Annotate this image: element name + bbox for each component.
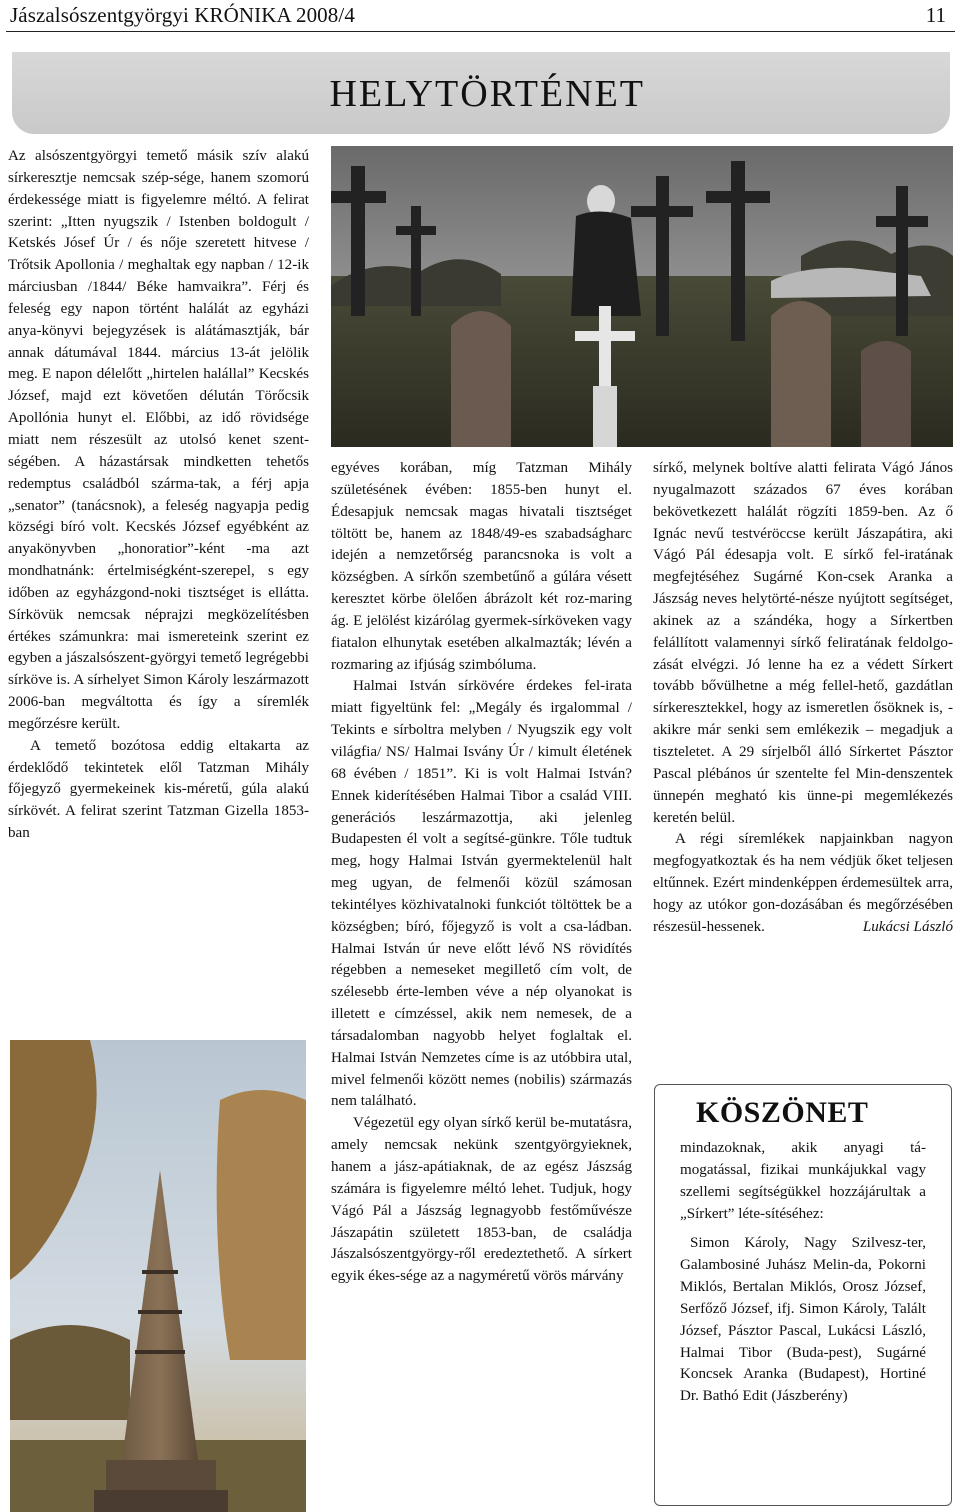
thanks-title: KÖSZÖNET	[696, 1096, 869, 1129]
article-paragraph: sírkő, melynek boltíve alatti felirata Vágó János nyugalmazott százados 67 éves korában bekövetkezett halálát rögzíti 1859-ben. Az ő Ignác nevű testvéröccse került Jászapátira, aki Vágó Pál édesapja volt. E sírkő fel-iratának megfejtéséhez Sugárné Kon-csek Aranka a Jászság neves helytörté-nésze nyújtott segítséget, akinek az a szándéka, hogy a Sírkertben felállított valamennyi sírkő feliratának feldolgo-zását elvégzi. Jó lenne ha ez a védett Sírkert tovább bővülhetne a még fellel-hető, gazdátlan sírkeresztekkel, hogy az ismeretlen ősöknek is, - akikre már senki sem emlékezik – megadjuk a tiszteletet. A 29 sírjelből álló Sírkertet Pásztor Pascal plébános úr szentelte fel Min-denszentek ünnepén megható kis ünne-pi megemlékezés keretén belül.	[653, 460, 953, 826]
thanks-content	[680, 1138, 926, 1408]
article-paragraph: egyéves korában, míg Tatzman Mihály születésének évében: 1855-ben hunyt el. Édesapjuk nemcsak magas hivatali tisztséget töltött be, hanem az 1848/49-es szabadságharc idején a nemzetőrség parancsnoka is volt a községben. A sírkőn szembetűnő a gúlára vésett keresztet körbe ölelően ábrázolt két roz-maring ág. E jelölést kizárólag gyermek-sírköveken vagy fiatalon elhunytak esetében alkalmazták; lévén a rozmaring az ifjúság szimbóluma.	[331, 460, 632, 673]
section-title: HELYTÖRTÉNET	[329, 73, 645, 115]
thanks-intro: mindazoknak, akik anyagi tá-mogatással, fizikai munkájukkal vagy szellemi segítségükkel hozzájárultak a „Sírkert” léte-sítéséhez:	[680, 1140, 926, 1222]
header-divider	[6, 31, 955, 32]
page-number: 11	[925, 3, 946, 27]
publication-header: Jászalsószentgyörgyi KRÓNIKA 2008/4	[10, 3, 355, 27]
gravestone-photo	[10, 1040, 306, 1512]
article-column-3	[653, 458, 953, 939]
cemetery-crosses-photo	[331, 146, 953, 447]
article-paragraph-text: A régi síremlékek napjainkban nagyon megfogyatkoztak és ha nem védjük őket teljesen eltűnnek. Ezért mindenképpen érdemesültek arra, hogy az utókor gon-dozásában és megőrzésében részesül-hessenek.	[653, 831, 953, 935]
thanks-names: Simon Károly, Nagy Szilvesz-ter, Galambosiné Juhász Melin-da, Pokorni Miklós, Bertalan Miklós, Orosz József, Serfőző József, ifj. Simon Károly, Talált József, Pásztor Pascal, Lukácsi László, Halmai Tibor (Buda-pest), Sugárné Koncsek Aranka (Budapest), Hortiné Dr. Bathó Edit (Jászberény)	[680, 1235, 926, 1405]
article-paragraph: Az alsószentgyörgyi temető másik szív alakú sírkeresztje nemcsak szép-sége, hanem szomorú érdekessége miatt is figyelemre méltó. A felirat szerint: „Itten nyugszik / Istenben boldogult / Ketskés Jósef Úr / és nője szeretett hitvese / Trőtsik Apollonia / meghaltak egy napban / 12-ik márciusban /1844/ Béke hamvaikra”. Férj és feleség egy napon történt halálát az egyházi anya-könyvi bejegyzések is alátámasztják, bár annak dátumával 1844. március 13-át jelölik meg. E napon délelőtt „hirtelen halállal” Kecskés József, majd ezt követően délután Törőcsik Apollónia hunyt el. Előbbi, az idő rövidsége miatt nem részesült az utolsó kenet szent-ségében. A házastársak mindketten tehetős redemptus családból szárma-tak, a férj apja „senator” (tanácsnok), a feleség nagyapja pedig községi bíró volt. Kecskés József egyébként az anyakönyvben „honoratior”-ként -ma azt mondhatnánk: értelmiségként-szerepel, s egy időben az egyházgond-noki tisztséget is ellátta. Sírkövük nemcsak néprajzi megközelítésben értékes számunkra: mai ismereteink szerint ez egyben a jászalsószent-györgyi temető legrégebbi sírköve is. A sírhelyet Simon Károly leszármazott 2006-ban megváltotta és így a síremlék megőrzésre került.	[8, 148, 309, 732]
article-paragraph: Végezetül egy olyan sírkő kerül be-mutatásra, amely nemcsak nekünk szentgyörgyieknek, hanem a jász-apátiaknak, de az egész Jászság számára is figyelemre méltó lehet. Tudjuk, hogy Vágó Pál a Jászság legnagyobb festőművésze Jászapátin született 1853-ban, de családja Jászalsószentgyörgy-ről eredeztethető. A sírkert egyik ékes-sége az a nagyméretű vörös márvány	[331, 1115, 632, 1285]
article-column-2	[331, 458, 632, 1288]
article-paragraph: A temető bozótosa eddig eltakarta az érdeklődő tekintetek elől Tatzman Mihály főjegyző gyermekeinek kis-méretű, gúla alakú sírkövét. A felirat szerint Tatzman Gizella 1853-ban	[8, 737, 309, 842]
article-paragraph: Halmai István sírkövére érdekes fel-irata miatt figyeltünk fel: „Megály és irgalommal / Tekints e sírboltra melyben / Nyugszik egy volt világfia/ NS/ Halmai Isvány Úr / kimult életének 68 évében / 1851”. Ki is volt Halmai István? Ennek kiderítésében Halmai Tibor a család VIII. generációs leszármazottja, aki jelenleg Budapesten él volt a segítsé-günkre. Tőle tudtuk meg, hogy Halmai István gyermektelenül halt meg ugyan, de felmenői közül számosan tekintélyes közhivatalnoki funkciót töltöttek be a községben; bíró, főjegyző is volt a csa-ládban. Halmai István úr neve előtt lévő NS rövidítés régebben a nemeseket megillető cím volt, de szélesebb érte-lemben véve a nép olyanokat is illetett e címzéssel, akik nem nemesek, de a társadalomban nagyobb helyet foglaltak el. Halmai István Nemzetes címe is az utóbbira utal, mivel felmenői között nemes (nobilis) származás nem található.	[331, 678, 632, 1110]
article-paragraph	[653, 829, 953, 938]
article-column-1	[8, 146, 309, 845]
article-author: Lukácsi László	[862, 918, 953, 935]
